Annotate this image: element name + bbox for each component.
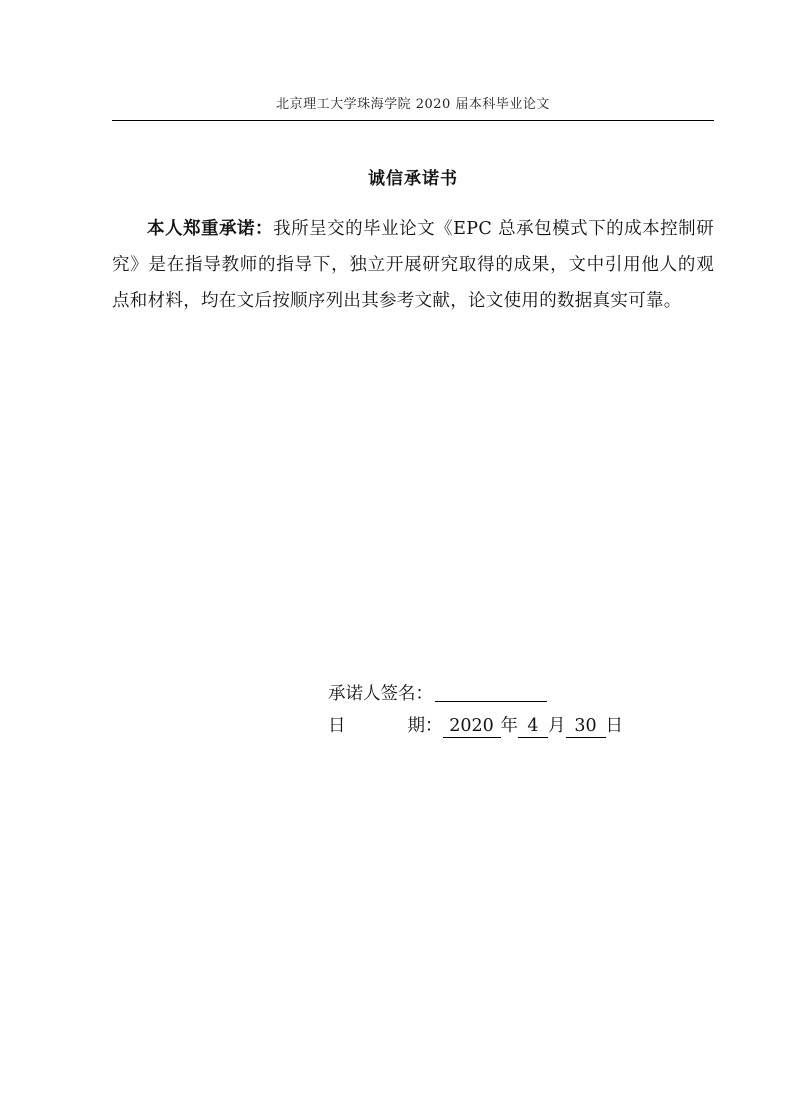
month-unit: 月 xyxy=(548,716,566,736)
signer-label: 承诺人签名： xyxy=(328,684,433,704)
document-title: 诚信承诺书 xyxy=(368,169,458,189)
signer-row xyxy=(328,678,623,710)
date-label-first: 日 xyxy=(328,716,346,736)
date-label-second: 期： xyxy=(407,716,443,736)
signature-line xyxy=(435,683,547,702)
day-unit: 日 xyxy=(605,716,623,736)
date-row xyxy=(328,710,623,742)
date-year: 2020 xyxy=(443,715,501,738)
page-header: 北京理工大学珠海学院 2020 届本科毕业论文 xyxy=(276,97,550,112)
statement-text: 我所呈交的毕业论文《EPC 总承包模式下的成本控制研究》是在指导教师的指导下，独立开展研究取得的成果，文中引用他人的观点和材料，均在文后按顺序列出其参考文献，论文使用的数据真实可靠。 xyxy=(112,219,714,311)
statement-lead: 本人郑重承诺： xyxy=(147,219,274,239)
date-day: 30 xyxy=(566,715,606,738)
date-month: 4 xyxy=(518,715,548,738)
year-unit: 年 xyxy=(500,716,518,736)
signature-block xyxy=(328,678,623,742)
header-divider xyxy=(112,120,714,121)
statement-paragraph xyxy=(112,211,714,319)
